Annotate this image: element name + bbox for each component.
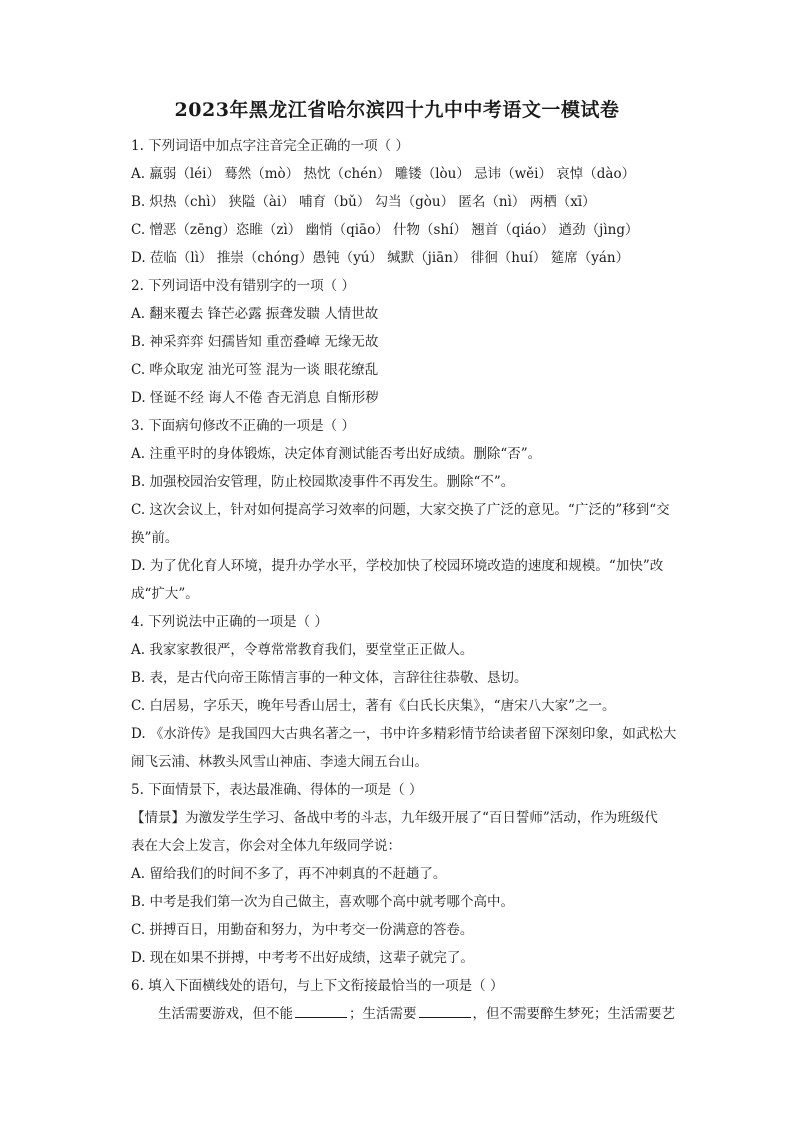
question-3-option-c-line1: C. 这次会议上，针对如何提高学习效率的问题，大家交换了广泛的意见。“广泛的”移到“交 <box>131 502 670 518</box>
question-2-option-c: C. 哗众取宠 油光可签 混为一谈 眼花缭乱 <box>131 362 379 378</box>
question-5-option-c: C. 拼搏百日，用勤奋和努力，为中考交一份满意的答卷。 <box>131 922 474 938</box>
question-5-context-line2: 表在大会上发言，你会对全体九年级同学说： <box>131 838 401 854</box>
question-3-option-b: B. 加强校园治安管理，防止校园欺凌事件不再发生。删除“不”。 <box>131 474 515 490</box>
question-1-option-d: D. 莅临（lì） 推崇（chóng）愚钝（yú） 缄默（jiān） 徘徊（huí） 筵席（yán） <box>131 250 630 266</box>
fill-blank-2 <box>419 1004 471 1018</box>
question-4-option-c: C. 白居易，字乐天，晚年号香山居士，著有《白氏长庆集》，“唐宋八大家”之一。 <box>131 698 616 714</box>
question-4-option-d-line1: D. 《水浒传》是我国四大古典名著之一，书中许多精彩情节给读者留下深刻印象，如武松大 <box>131 726 677 742</box>
question-5-stem: 5. 下面情景下，表达最准确、得体的一项是（ ） <box>131 782 423 798</box>
question-4-option-a: A. 我家家教很严，令尊常常教育我们，要堂堂正正做人。 <box>131 642 474 658</box>
question-2-option-a: A. 翻来覆去 锋芒必露 振聋发聩 人情世故 <box>131 306 379 322</box>
question-1-option-a: A. 羸弱（léi） 蓦然（mò） 热忱（chén） 雕镂（lòu） 忌讳（wěi） 哀悼（dào） <box>131 166 636 182</box>
document-title: 2023年黑龙江省哈尔滨四十九中中考语文一模试卷 <box>174 99 620 121</box>
question-4-stem: 4. 下列说法中正确的一项是（ ） <box>131 614 328 630</box>
exam-content <box>131 132 696 1028</box>
question-4-option-d-line2: 闹飞云浦、林教头风雪山神庙、李逵大闹五台山。 <box>131 754 428 770</box>
question-4-option-b: B. 表，是古代向帝王陈情言事的一种文体，言辞往往恭敬、恳切。 <box>131 670 528 686</box>
question-5-option-d: D. 现在如果不拼搏，中考考不出好成绩，这辈子就完了。 <box>131 950 474 966</box>
question-6-stem: 6. 填入下面横线处的语句，与上下文衔接最恰当的一项是（ ） <box>131 978 504 994</box>
passage-text-1: 生活需要游戏，但不能 <box>158 1006 293 1022</box>
question-6-passage <box>131 1000 696 1028</box>
passage-text-2: ；生活需要 <box>349 1006 417 1022</box>
question-3-option-d-line1: D. 为了优化育人环境，提升办学水平，学校加快了校园环境改造的速度和规模。“加快”改 <box>131 558 664 574</box>
question-3-option-c-line2: 换”前。 <box>131 530 179 546</box>
passage-text-3: ，但不需要醉生梦死；生活需要艺 <box>472 1006 675 1022</box>
question-5-option-b: B. 中考是我们第一次为自己做主，喜欢哪个高中就考哪个高中。 <box>131 894 515 910</box>
question-3-option-a: A. 注重平时的身体锻炼，决定体育测试能否考出好成绩。删除“否”。 <box>131 446 542 462</box>
question-2-option-d: D. 怪诞不经 诲人不倦 杳无消息 自惭形秽 <box>131 390 379 406</box>
question-1-option-c: C. 憎恶（zēng）恣睢（zì） 幽悄（qiāo） 什物（shí） 翘首（qiáo） 遒劲（jìng） <box>131 222 639 238</box>
fill-blank-1 <box>295 1004 347 1018</box>
question-1-stem: 1. 下列词语中加点字注音完全正确的一项（ ） <box>131 138 409 154</box>
question-2-option-b: B. 神采弈弈 妇孺皆知 重峦叠嶂 无缘无故 <box>131 334 379 350</box>
question-5-option-a: A. 留给我们的时间不多了，再不冲刺真的不赶趟了。 <box>131 866 447 882</box>
question-1-option-b: B. 炽热（chì） 狭隘（ài） 哺育（bǔ） 勾当（gòu） 匿名（nì） 两栖（xī） <box>131 194 596 210</box>
question-5-context-line1: 【情景】为激发学生学习、备战中考的斗志，九年级开展了“百日誓师”活动，作为班级代 <box>131 810 658 826</box>
question-3-stem: 3. 下面病句修改不正确的一项是（ ） <box>131 418 355 434</box>
question-3-option-d-line2: 成“扩大”。 <box>131 586 199 602</box>
question-2-stem: 2. 下列词语中没有错别字的一项（ ） <box>131 278 355 294</box>
